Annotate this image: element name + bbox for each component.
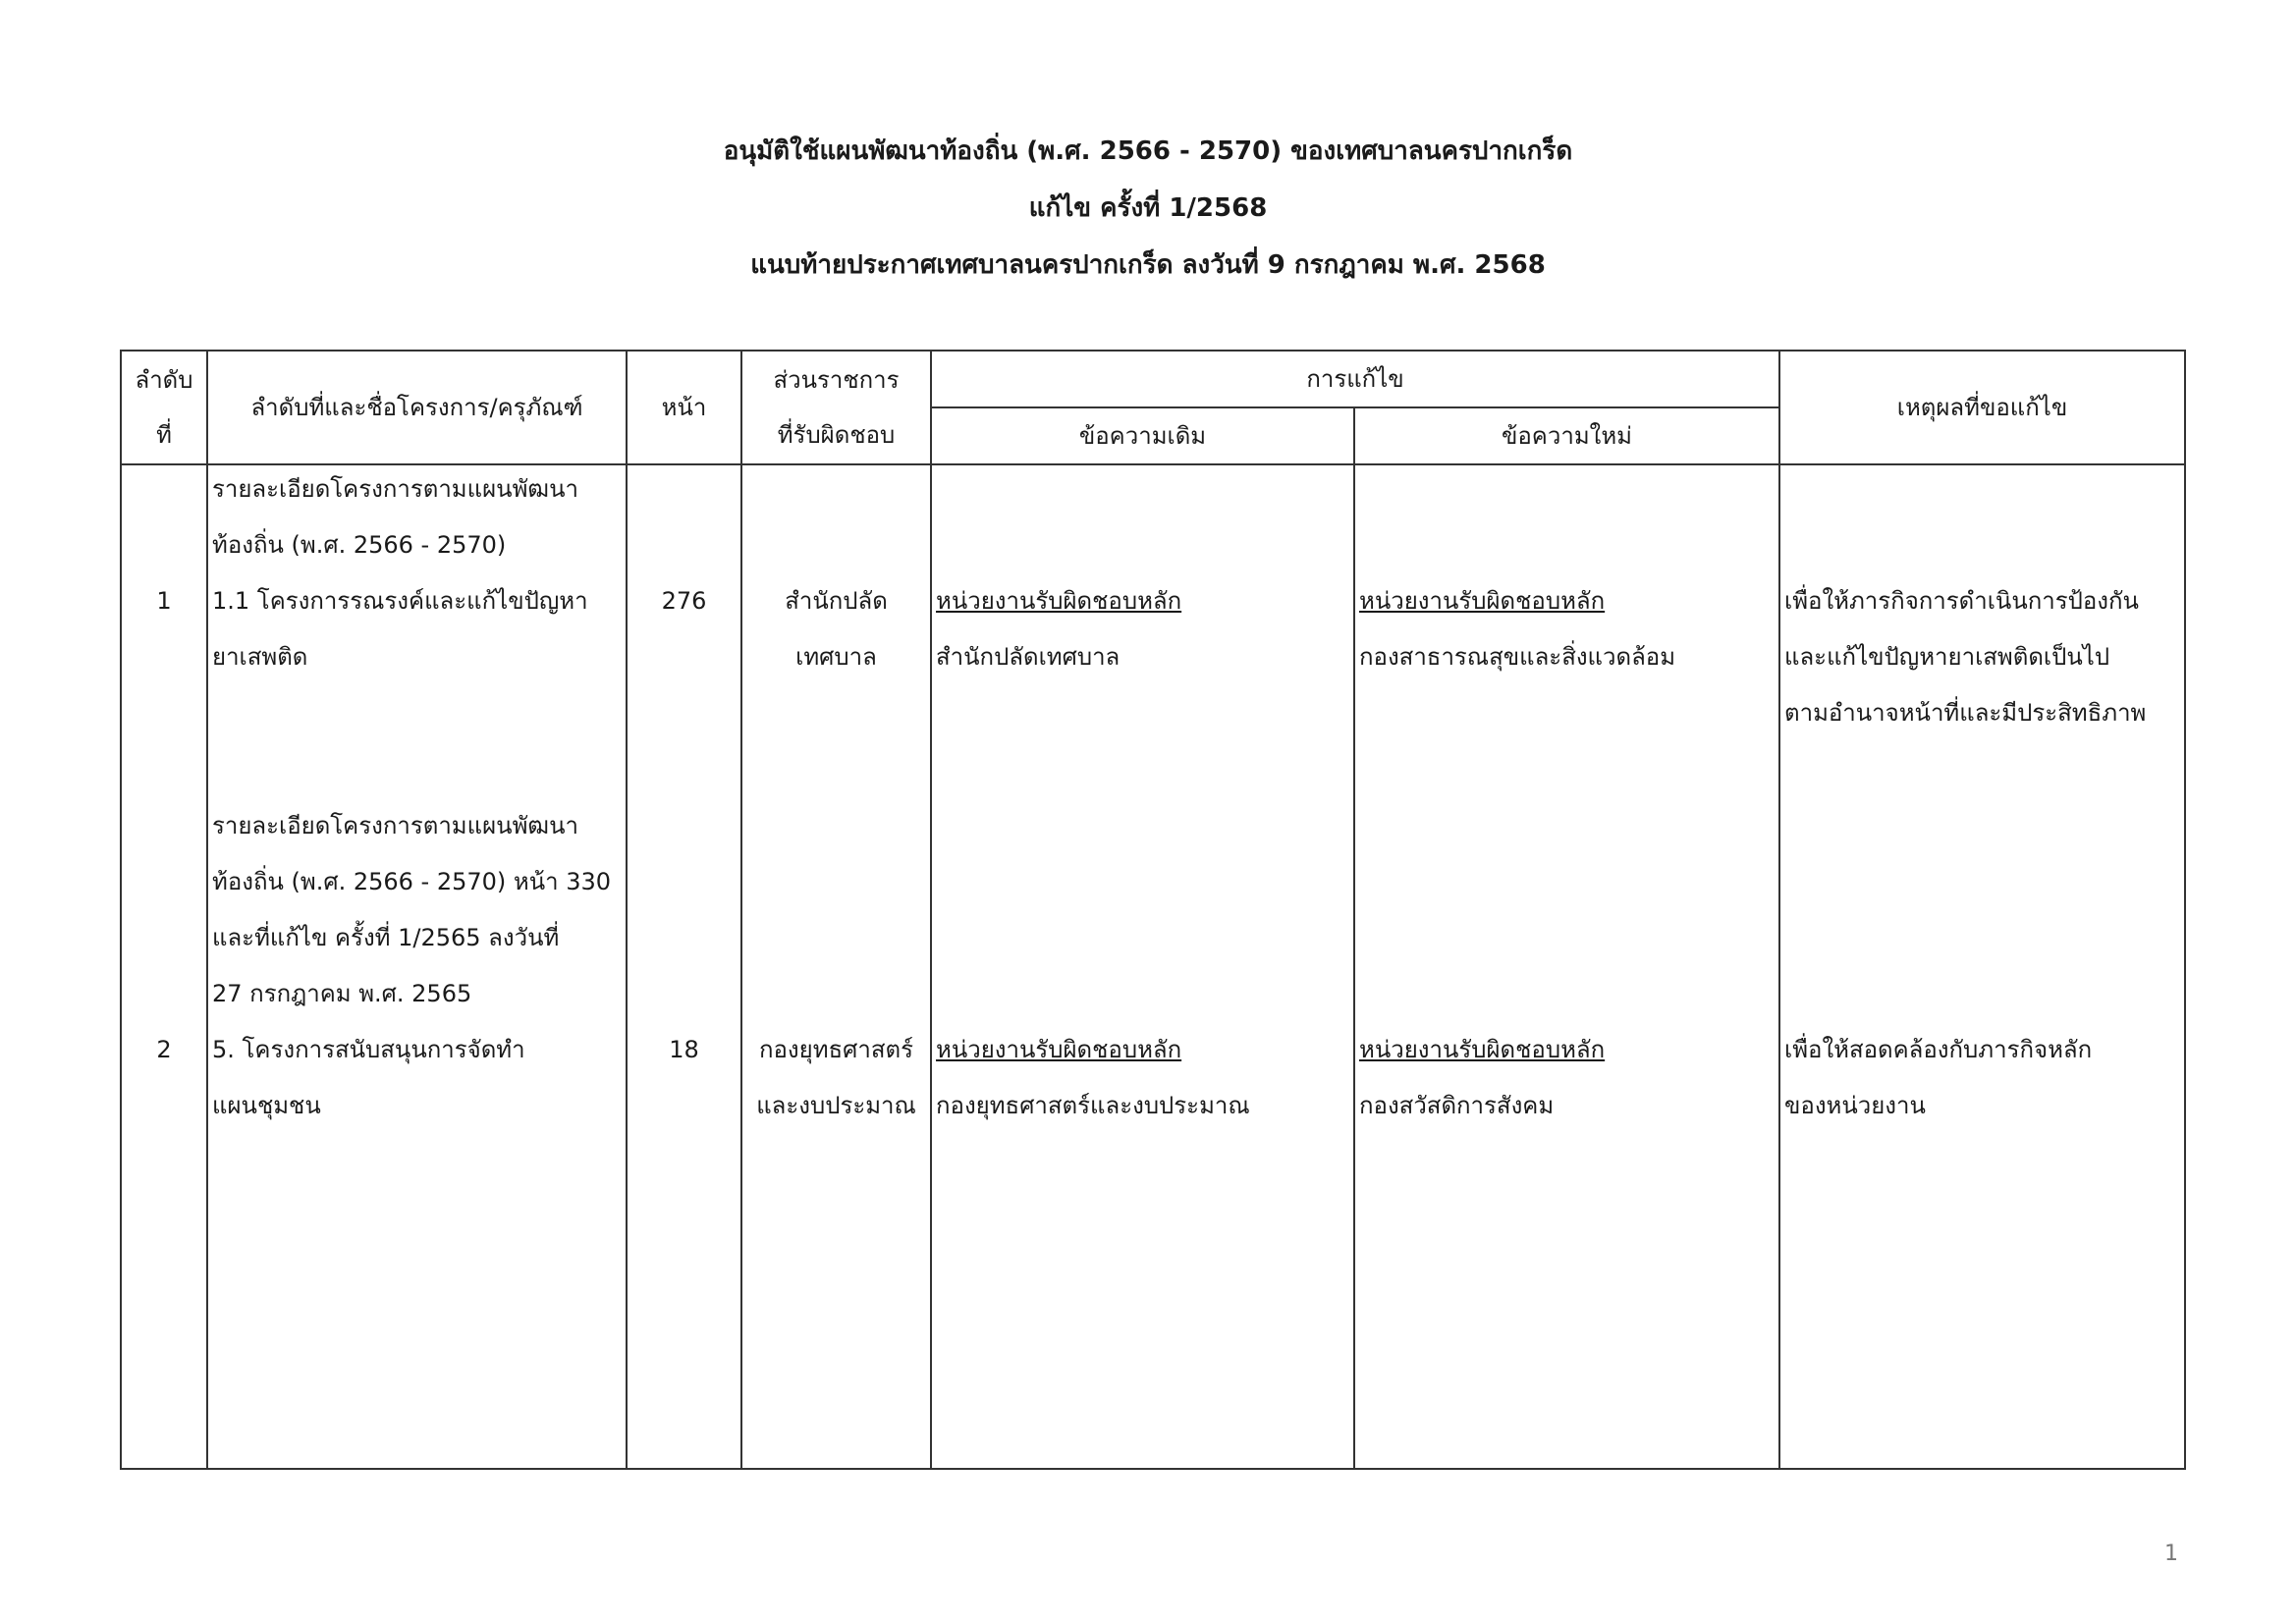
revision-number: แก้ไข ครั้งที่ 1/2568 — [1028, 193, 1268, 223]
row1-page: 276 — [661, 587, 707, 615]
seq-cell — [121, 464, 207, 1469]
table-body-row — [121, 464, 2185, 1469]
old-text-cell — [931, 464, 1354, 1469]
row1-dept-line2: เทศบาล — [795, 643, 877, 671]
document-title: อนุมัติใช้แผนพัฒนาท้องถิ่น (พ.ศ. 2566 - 2570) ของเทศบาลนครปากเกร็ด — [723, 136, 1573, 166]
header-page: หน้า — [627, 351, 741, 464]
row1-seq: 1 — [156, 587, 172, 615]
header-reason: เหตุผลที่ขอแก้ไข — [1779, 351, 2185, 464]
header-seq — [121, 351, 207, 464]
row2-seq: 2 — [156, 1036, 172, 1063]
table-header-row — [121, 351, 2185, 407]
row2-project-line3: และที่แก้ไข ครั้งที่ 1/2565 ลงวันที่ — [212, 924, 560, 951]
header-dept-line1: ส่วนราชการ — [773, 366, 900, 394]
header-old-text: ข้อความเดิม — [931, 407, 1354, 464]
revision-table — [120, 350, 2186, 1470]
row2-dept-line1: กองยุทธศาสตร์ — [758, 1036, 914, 1063]
row2-project-line2: ท้องถิ่น (พ.ศ. 2566 - 2570) หน้า 330 — [212, 868, 612, 895]
row2-reason-line1: เพื่อให้สอดคล้องกับภารกิจหลัก — [1784, 1036, 2093, 1063]
header-edit: การแก้ไข — [931, 351, 1779, 407]
announcement-date: แนบท้ายประกาศเทศบาลนครปากเกร็ด ลงวันที่ 9 กรกฎาคม พ.ศ. 2568 — [750, 250, 1546, 280]
row2-project-line6: แผนชุมชน — [212, 1092, 321, 1119]
row2-page: 18 — [669, 1036, 699, 1063]
row2-old-value: กองยุทธศาสตร์และงบประมาณ — [936, 1092, 1250, 1119]
header-new-text: ข้อความใหม่ — [1354, 407, 1779, 464]
document-title-block — [0, 123, 2296, 294]
row2-new-value: กองสวัสดิการสังคม — [1359, 1092, 1555, 1119]
row1-project-line2: ท้องถิ่น (พ.ศ. 2566 - 2570) — [212, 531, 507, 559]
row2-dept-line2: และงบประมาณ — [756, 1092, 916, 1119]
row1-dept-line1: สำนักปลัด — [785, 587, 888, 615]
header-dept-line2: ที่รับผิดชอบ — [777, 421, 896, 449]
row2-project-line5: 5. โครงการสนับสนุนการจัดทำ — [212, 1036, 525, 1063]
row1-project-line4: ยาเสพติด — [212, 643, 308, 671]
row1-reason-line3: ตามอำนาจหน้าที่และมีประสิทธิภาพ — [1784, 699, 2147, 727]
row1-old-label: หน่วยงานรับผิดชอบหลัก — [936, 587, 1182, 615]
reason-cell — [1779, 464, 2185, 1469]
row1-new-value: กองสาธารณสุขและสิ่งแวดล้อม — [1359, 643, 1676, 671]
row2-new-label: หน่วยงานรับผิดชอบหลัก — [1359, 1036, 1606, 1063]
project-cell — [207, 464, 627, 1469]
row1-reason-line2: และแก้ไขปัญหายาเสพติดเป็นไป — [1784, 643, 2110, 671]
row2-project-line4: 27 กรกฎาคม พ.ศ. 2565 — [212, 980, 472, 1007]
header-seq-line2: ที่ — [156, 421, 172, 449]
page-cell — [627, 464, 741, 1469]
row2-reason-line2: ของหน่วยงาน — [1784, 1092, 1926, 1119]
header-seq-line1: ลำดับ — [135, 366, 193, 394]
page-number: 1 — [2164, 1542, 2178, 1566]
row2-old-label: หน่วยงานรับผิดชอบหลัก — [936, 1036, 1182, 1063]
row1-new-label: หน่วยงานรับผิดชอบหลัก — [1359, 587, 1606, 615]
row1-reason-line1: เพื่อให้ภารกิจการดำเนินการป้องกัน — [1784, 587, 2139, 615]
row1-project-line1: รายละเอียดโครงการตามแผนพัฒนา — [212, 475, 578, 503]
header-project: ลำดับที่และชื่อโครงการ/ครุภัณฑ์ — [207, 351, 627, 464]
row1-project-line3: 1.1 โครงการรณรงค์และแก้ไขปัญหา — [212, 587, 588, 615]
header-dept — [741, 351, 931, 464]
row1-old-value: สำนักปลัดเทศบาล — [936, 643, 1121, 671]
new-text-cell — [1354, 464, 1779, 1469]
row2-project-line1: รายละเอียดโครงการตามแผนพัฒนา — [212, 812, 578, 839]
dept-cell — [741, 464, 931, 1469]
